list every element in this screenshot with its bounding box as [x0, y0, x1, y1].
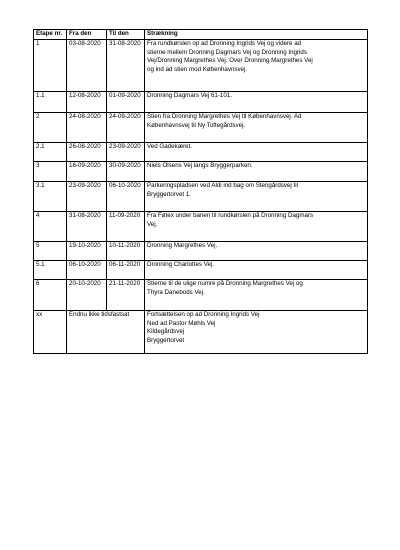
straekning-line: Fortsættelsen op ad Dronning Ingrids Vej	[147, 311, 260, 318]
fra-cell: 19-10-2020	[67, 242, 107, 261]
straekning-cell	[145, 212, 368, 242]
table-row	[34, 113, 368, 143]
etape-cell: 5	[34, 242, 67, 261]
straekning-cell	[145, 40, 368, 92]
table-row	[34, 92, 368, 113]
schedule-table	[33, 29, 368, 354]
fra-cell: 06-10-2020	[67, 261, 107, 280]
til-cell: 21-11-2020	[107, 280, 145, 311]
straekning-cell	[145, 143, 368, 162]
header-straekning: Strækning	[145, 30, 368, 40]
straekning-cell	[145, 242, 368, 261]
table-row	[34, 280, 368, 311]
straekning-line: Bryggertorvet	[147, 336, 185, 344]
til-cell: 01-09-2020	[107, 92, 145, 113]
straekning-line: Parkeringspladsen ved Aldi ind bag om Stengårdsvej til	[147, 182, 298, 189]
straekning-line: og ind ad stien mod Københavnsvej.	[147, 65, 248, 73]
table-row	[34, 242, 368, 261]
etape-cell: 3	[34, 162, 67, 182]
table-row	[34, 143, 368, 162]
straekning-line: Dronning Margrethes Vej.	[147, 242, 218, 249]
straekning-line: Stien fra Dronning Margrethes Vej til Københavnsvej. Ad	[147, 113, 302, 120]
fra-cell: 20-10-2020	[67, 280, 107, 311]
header-til-den: Til den	[107, 30, 145, 40]
fra-cell: 12-08-2020	[67, 92, 107, 113]
til-cell: 30-09-2020	[107, 162, 145, 182]
til-cell: 06-11-2020	[107, 261, 145, 280]
etape-cell: 4	[34, 212, 67, 242]
straekning-line: Bryggertorvet 1.	[147, 190, 192, 198]
straekning-line: Thyra Danebods Vej.	[147, 288, 205, 296]
straekning-cell	[145, 182, 368, 212]
fra-cell: 23-09-2020	[67, 182, 107, 212]
fra-cell: 31-08-2020	[67, 212, 107, 242]
straekning-line: Ved Gadekæret.	[147, 143, 193, 150]
table-row	[34, 40, 368, 92]
straekning-line: Dronning Charlottes Vej.	[147, 261, 215, 268]
straekning-cell	[145, 261, 368, 280]
etape-cell: 2	[34, 113, 67, 143]
straekning-cell	[145, 311, 368, 354]
etape-cell: 1.1	[34, 92, 67, 113]
etape-cell: 1	[34, 40, 67, 92]
header-fra-den: Fra den	[67, 30, 107, 40]
straekning-line: Kildegårdsvej	[147, 328, 185, 336]
straekning-cell	[145, 92, 368, 113]
etape-cell: 6	[34, 280, 67, 311]
fra-cell: 16-09-2020	[67, 162, 107, 182]
table-row	[34, 182, 368, 212]
fra-cell: Endnu ikke tidsfastsat	[67, 311, 145, 354]
straekning-cell	[145, 113, 368, 143]
straekning-line: Ned ad Pastor Møhls Vej	[147, 319, 216, 327]
header-etape: Etape nr.	[34, 30, 67, 40]
fra-cell: 24-08-2020	[67, 113, 107, 143]
til-cell: 10-11-2020	[107, 242, 145, 261]
fra-cell: 26-08-2020	[67, 143, 107, 162]
etape-cell: 5.1	[34, 261, 67, 280]
table-row	[34, 311, 368, 354]
til-cell: 06-10-2020	[107, 182, 145, 212]
straekning-line: Fra rundkørslen op ad Dronning Ingrids Vej og videre ad	[147, 40, 302, 47]
etape-cell: 2.1	[34, 143, 67, 162]
til-cell: 11-09-2020	[107, 212, 145, 242]
etape-cell: 3.1	[34, 182, 67, 212]
straekning-line: stierne mellem Dronning Dagmars Vej og Dronning Ingrids	[147, 48, 307, 56]
straekning-line: Stierne til de ulige numre på Dronning Margrethes Vej og	[147, 280, 303, 287]
til-cell: 24-09-2020	[107, 113, 145, 143]
straekning-cell	[145, 162, 368, 182]
straekning-line: Niels Olsens Vej langs Bryggerparken.	[147, 162, 253, 169]
straekning-line: Dronning Dagmars Vej 61-101.	[147, 92, 232, 99]
straekning-cell	[145, 280, 368, 311]
straekning-line: Fra Føtex under banen til rundkørslen på Dronning Dagmars	[147, 212, 314, 219]
fra-cell: 03-08-2020	[67, 40, 107, 92]
etape-cell: xx	[34, 311, 67, 354]
table-row	[34, 162, 368, 182]
table-header-row	[34, 30, 368, 40]
til-cell: 31-08-2020	[107, 40, 145, 92]
straekning-line: Københavnsvej til Ny Toftegårdsvej.	[147, 121, 246, 129]
straekning-line: Vej.	[147, 220, 158, 228]
til-cell: 23-09-2020	[107, 143, 145, 162]
table-row	[34, 212, 368, 242]
straekning-line: Vej/Dronning Margrethes Vej. Over Dronning Margrethes Vej	[147, 57, 313, 65]
table-row	[34, 261, 368, 280]
